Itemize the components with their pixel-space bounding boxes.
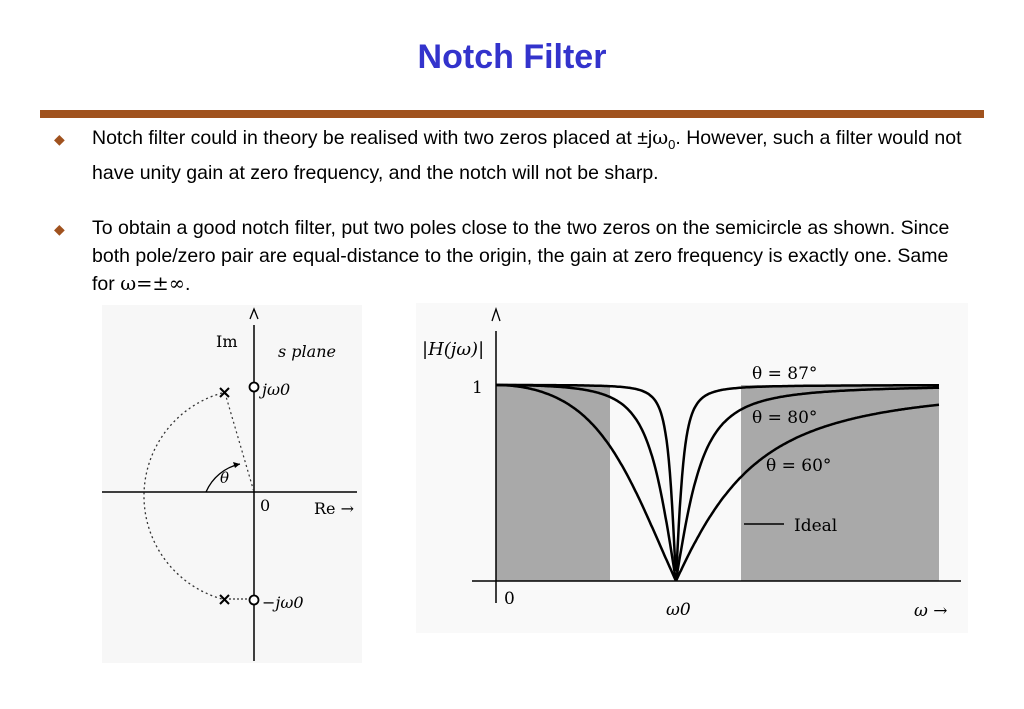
s-plane-label: s plane [278,342,336,361]
re-label: Re → [314,499,355,518]
y-tick-1: 1 [472,378,483,398]
bullet-1-omega: ω [652,126,669,149]
im-label: Im [216,332,238,351]
bullet-1-pre: Notch filter could in theory be realised with two zeros placed at ±j [92,127,653,149]
title-divider [40,110,984,118]
y-axis-label: |H(jω)| [422,339,485,360]
x-tick-0: 0 [504,589,515,609]
ideal-passband-low [496,385,610,581]
slide-title: Notch Filter [417,38,607,76]
series-label-80: θ = 80° [752,408,818,428]
bullet-2-symbol: ω=±∞ [120,272,186,295]
zero-bottom-icon [250,596,259,605]
origin-label: 0 [260,496,271,515]
notch-response-chart [416,303,968,633]
bullet-1-subscript: 0 [668,136,676,152]
series-label-60: θ = 60° [766,456,832,476]
diamond-bullet-icon: ◆ [54,221,65,237]
zero-top-icon [250,383,259,392]
s-plane-diagram [102,305,362,663]
x-tick-omega0: ω0 [666,600,691,620]
diamond-bullet-icon: ◆ [54,131,65,147]
bullet-text-2 [92,214,972,298]
bullet-1-post: . However, such a filter would not have unity gain at zero frequency, and the notch will not be sharp. [92,127,962,184]
bullet-text-1 [92,124,972,187]
x-axis-label: ω → [914,601,948,621]
theta-label: θ [220,469,230,487]
zero-bottom-label: −jω0 [262,593,304,612]
bullet-2-post: . [185,273,191,295]
legend-ideal-label: Ideal [794,516,838,536]
zero-top-label: jω0 [262,380,291,399]
bullet-2-pre: To obtain a good notch filter, put two poles close to the two zeros on the semicircle as shown. Since both pole/zero pair are equal-distance to the origin, the gain at zero frequency is exactly one. Same for [92,217,950,295]
series-label-87: θ = 87° [752,364,818,384]
